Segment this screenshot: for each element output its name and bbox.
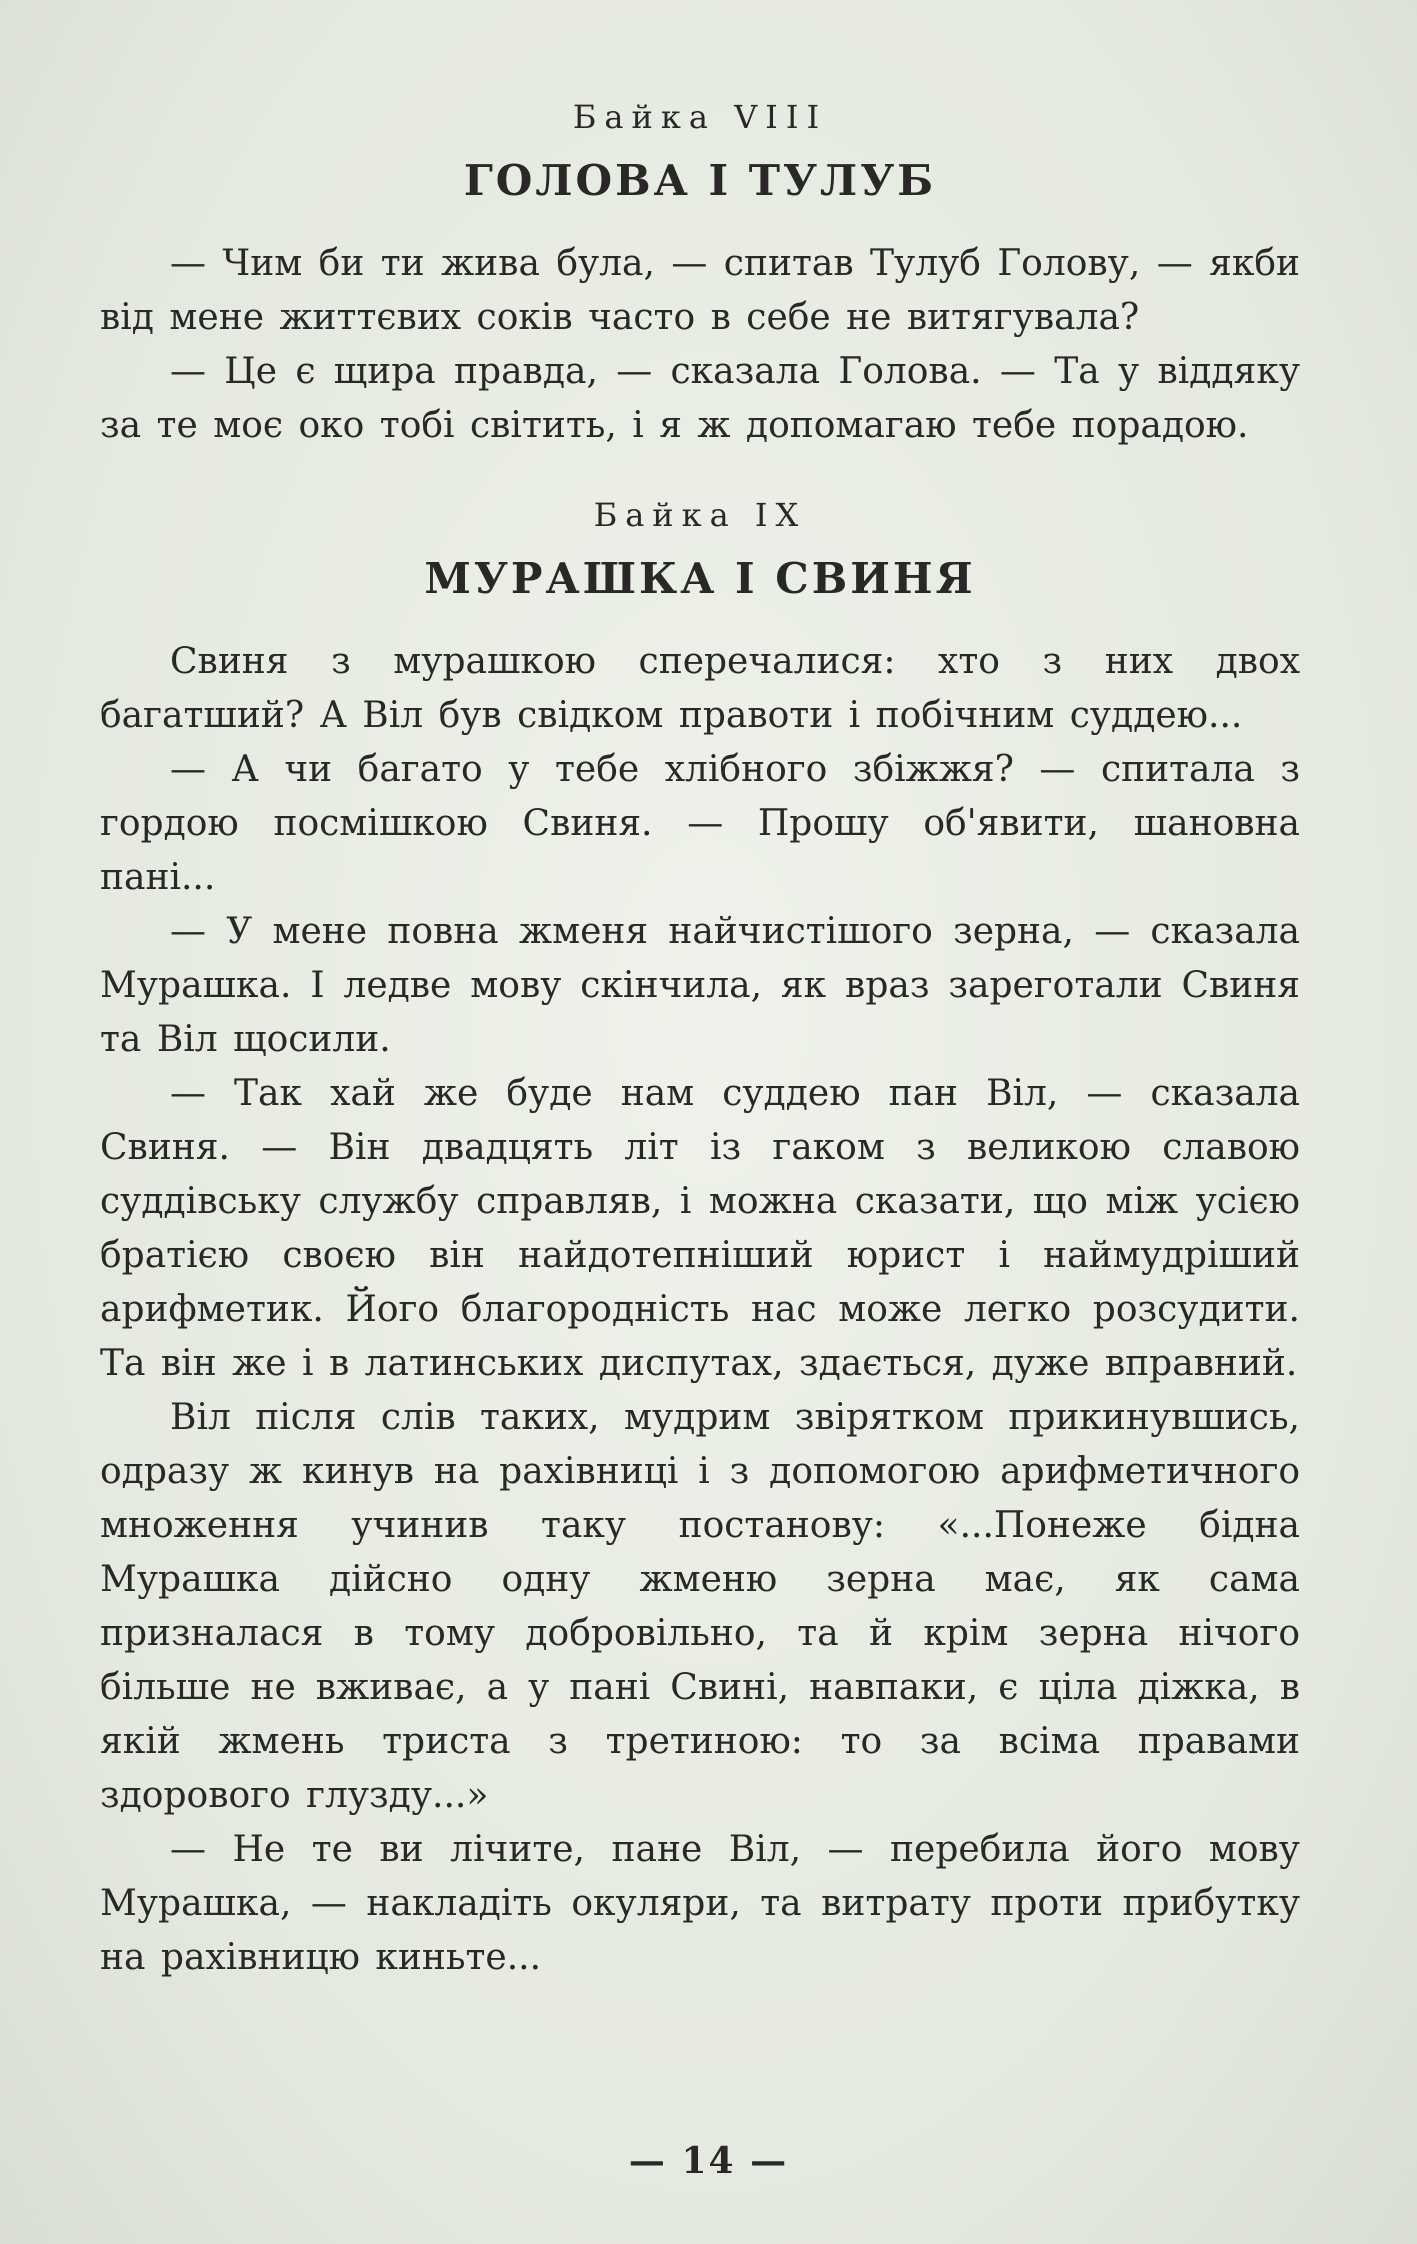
fable-9-paragraph: — Так хай же буде нам суддею пан Віл, — сказала Свиня. — Він двадцять літ із гаком з великою славою суддівську службу справляв, і можна сказати, що між усією братією своєю він найдотепніший юрист і наймудріший арифметик. Його благородність нас може легко розсудити. Та він же і в латинських диспутах, здається, дуже вправний. bbox=[100, 1073, 1300, 1384]
fable-8-paragraph: — Чим би ти жива була, — спитав Тулуб Голову, — якби від мене життєвих соків часто в себе не витягувала? bbox=[100, 243, 1300, 338]
fable-8-title: ГОЛОВА І ТУЛУБ bbox=[463, 156, 937, 205]
fable-9-paragraph: — У мене повна жменя найчистішого зерна, — сказала Мурашка. І ледве мову скінчила, як враз зареготали Свиня та Віл щосили. bbox=[100, 911, 1300, 1060]
fable-9 bbox=[100, 493, 1300, 1985]
fable-9-title: МУРАШКА І СВИНЯ bbox=[424, 554, 976, 603]
fable-9-paragraph: — Не те ви лічите, пане Віл, — перебила його мову Мурашка, — накладіть окуляри, та витрату проти прибутку на рахівницю киньте... bbox=[100, 1829, 1300, 1978]
page-content bbox=[100, 95, 1300, 1985]
fable-8-label: Байка VIII bbox=[572, 98, 828, 136]
fable-9-paragraph: Свиня з мурашкою сперечалися: хто з них двох багатший? А Віл був свідком правоти і побічним суддею... bbox=[100, 641, 1300, 736]
fable-8-paragraph: — Це є щира правда, — сказала Голова. — Та у віддяку за те моє око тобі світить, і я ж допомагаю тебе порадою. bbox=[100, 351, 1300, 446]
fable-8 bbox=[100, 95, 1300, 453]
section-gap bbox=[100, 453, 1300, 493]
fable-9-paragraph: Віл після слів таких, мудрим звірятком прикинувшись, одразу ж кинув на рахівниці і з допомогою арифметичного множення учинив таку постанову: «...Понеже бідна Мурашка дійсно одну жменю зерна має, як сама призналася в тому добровільно, та й крім зерна нічого більше не вживає, а у пані Свині, навпаки, є ціла діжка, в якій жмень триста з третиною: то за всіма правами здорового глузду...» bbox=[100, 1397, 1300, 1816]
page-number: — 14 — bbox=[628, 2140, 789, 2182]
fable-9-label: Байка IX bbox=[593, 496, 807, 534]
fable-9-paragraph: — А чи багато у тебе хлібного збіжжя? — спитала з гордою посмішкою Свиня. — Прошу об'явити, шановна пані... bbox=[100, 749, 1300, 898]
